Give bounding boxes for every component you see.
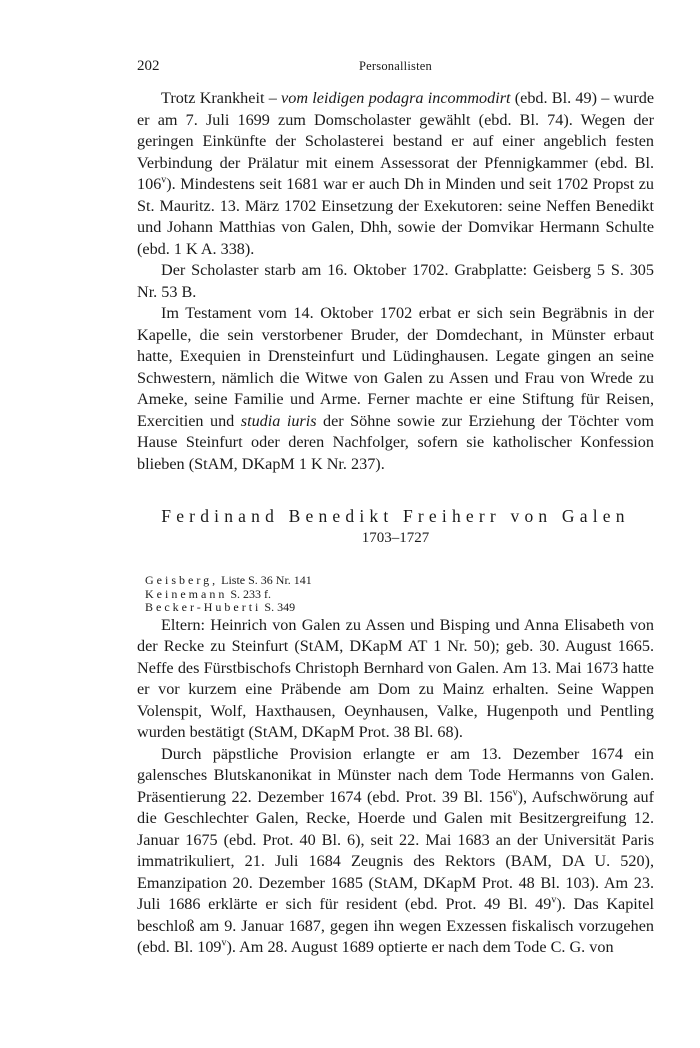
literature-list [137,574,654,615]
paragraph-parents: Eltern: Heinrich von Galen zu Assen und Bisping und Anna Elisabeth von der Recke zu Steinfurt (StAM, DKapM AT 1 Nr. 50); geb. 30. August 1665. Neffe des Fürstbischofs Christoph Bernhard von Galen. Am 13. Mai 1673 hatte er vor kurzem eine Präbende am Dom zu Mainz erhalten. Seine Wappen Volenspit, Wolf, Haxthausen, Oeynhausen, Valke, Hugenpoth und Pentling wurden bestätigt (StAM, DKapM Prot. 38 Bl. 68). [137,615,654,741]
verso-marker: v [161,174,167,186]
text-span: Durch päpstliche Provision erlangte er am 13. Dezember 1674 ein galensches Blutskanonikat in Münster nach dem Tode Hermanns von Galen. Präsentierung 22. Dezember 1674 (ebd. Prot. 39 Bl. 156 [137,744,654,806]
text-span: ), Aufschwörung auf die Geschlechter Galen, Recke, Hoerde und Galen mit Besitzergreifung 12. Januar 1675 (ebd. Prot. 40 Bl. 6), seit 22. Mai 1683 an der Universität Paris immatrikuliert, 21. Juli 1684 Zeugnis des Rektors (BAM, DA U. 520), Emanzipation 20. Dezember 1685 (StAM, DKapM Prot. 48 Bl. 103). Am 23. Juli 1686 erklärte er sich für resident (ebd. Prot. 49 Bl. 49 [137,787,655,913]
literature-reference: Liste S. 36 Nr. 141 [221,573,312,587]
text-span: ). Mindestens seit 1681 war er auch Dh in Minden und seit 1702 Propst zu St. Mauritz. 13. März 1702 Einsetzung der Exekutoren: seine Neffen Benedikt und Johann Matthias von Galen, Dhh, sowie der Domvikar Hermann Schulte (ebd. 1 K A. 338). [137,175,654,258]
literature-reference: S. 233 f. [230,586,271,601]
text-span: Im Testament vom 14. Oktober 1702 erbat er sich sein Begräbnis in der Kapelle, die sein verstorbener Bruder, der Domdechant, in Münster erbaut hatte, Exequien in Drensteinfurt und Lüdinghausen. Legate gingen an seine Schwestern, nämlich die Witwe von Galen zu Assen und Frau von Wrede zu Ameke, seine Familie und Arme. Ferner machte er eine Stiftung für Reisen, Exercitien und [137,304,654,430]
text-span: (ebd. Bl. 49) – wurde er am 7. Juli 1699 zum Domscholaster gewählt (ebd. Bl. 74). Wegen der geringen Einkünfte der Scholasterei bestand er auf einer angeblich festen Verbindung der Prälatur mit einem Assessorat der Pfennigkammer (ebd. Bl. 106 [137,89,654,193]
literature-author: Becker-Huberti [145,600,262,614]
biography-name: Ferdinand Benedikt Freiherr von Galen [161,506,630,526]
italic-quote: vom leidigen podagra incommodirt [281,89,511,107]
verso-marker: v [512,787,518,799]
literature-author: Keinemann [145,586,228,601]
literature-author: Geisberg, [145,573,219,587]
paragraph-testament [137,303,654,475]
italic-term: studia iuris [240,411,317,430]
running-head: Personallisten [359,59,432,73]
literature-reference: S. 349 [264,600,296,614]
text-span: der Söhne sowie zur Erziehung der Töchter vom Hause Steinfurt oder deren Nachfolger, sofern sie katholischer Konfession blieben (StAM, DKapM 1 K Nr. 237). [137,411,654,473]
biography-years: 1703–1727 [361,530,430,546]
page-header [137,58,654,80]
paragraph-scholaster-election [137,88,654,260]
verso-marker: v [551,894,557,906]
biography-heading [137,505,654,549]
paragraph-canonicate [137,744,654,959]
literature-item [145,601,654,615]
literature-item [145,574,654,588]
verso-marker: v [221,937,227,949]
paragraph-death: Der Scholaster starb am 16. Oktober 1702. Grabplatte: Geisberg 5 S. 305 Nr. 53 B. [137,261,654,301]
text-span: ). Am 28. August 1689 optierte er nach dem Tode C. G. von [226,938,614,956]
text-span: ). Das Kapitel beschloß am 9. Januar 1687, gegen ihn wegen Exzessen fiskalisch vorzugehen (ebd. Bl. 109 [137,895,654,956]
text-span: Trotz Krankheit – [161,89,282,107]
page-number: 202 [137,58,160,74]
literature-item [145,588,654,602]
main-text [137,88,654,959]
